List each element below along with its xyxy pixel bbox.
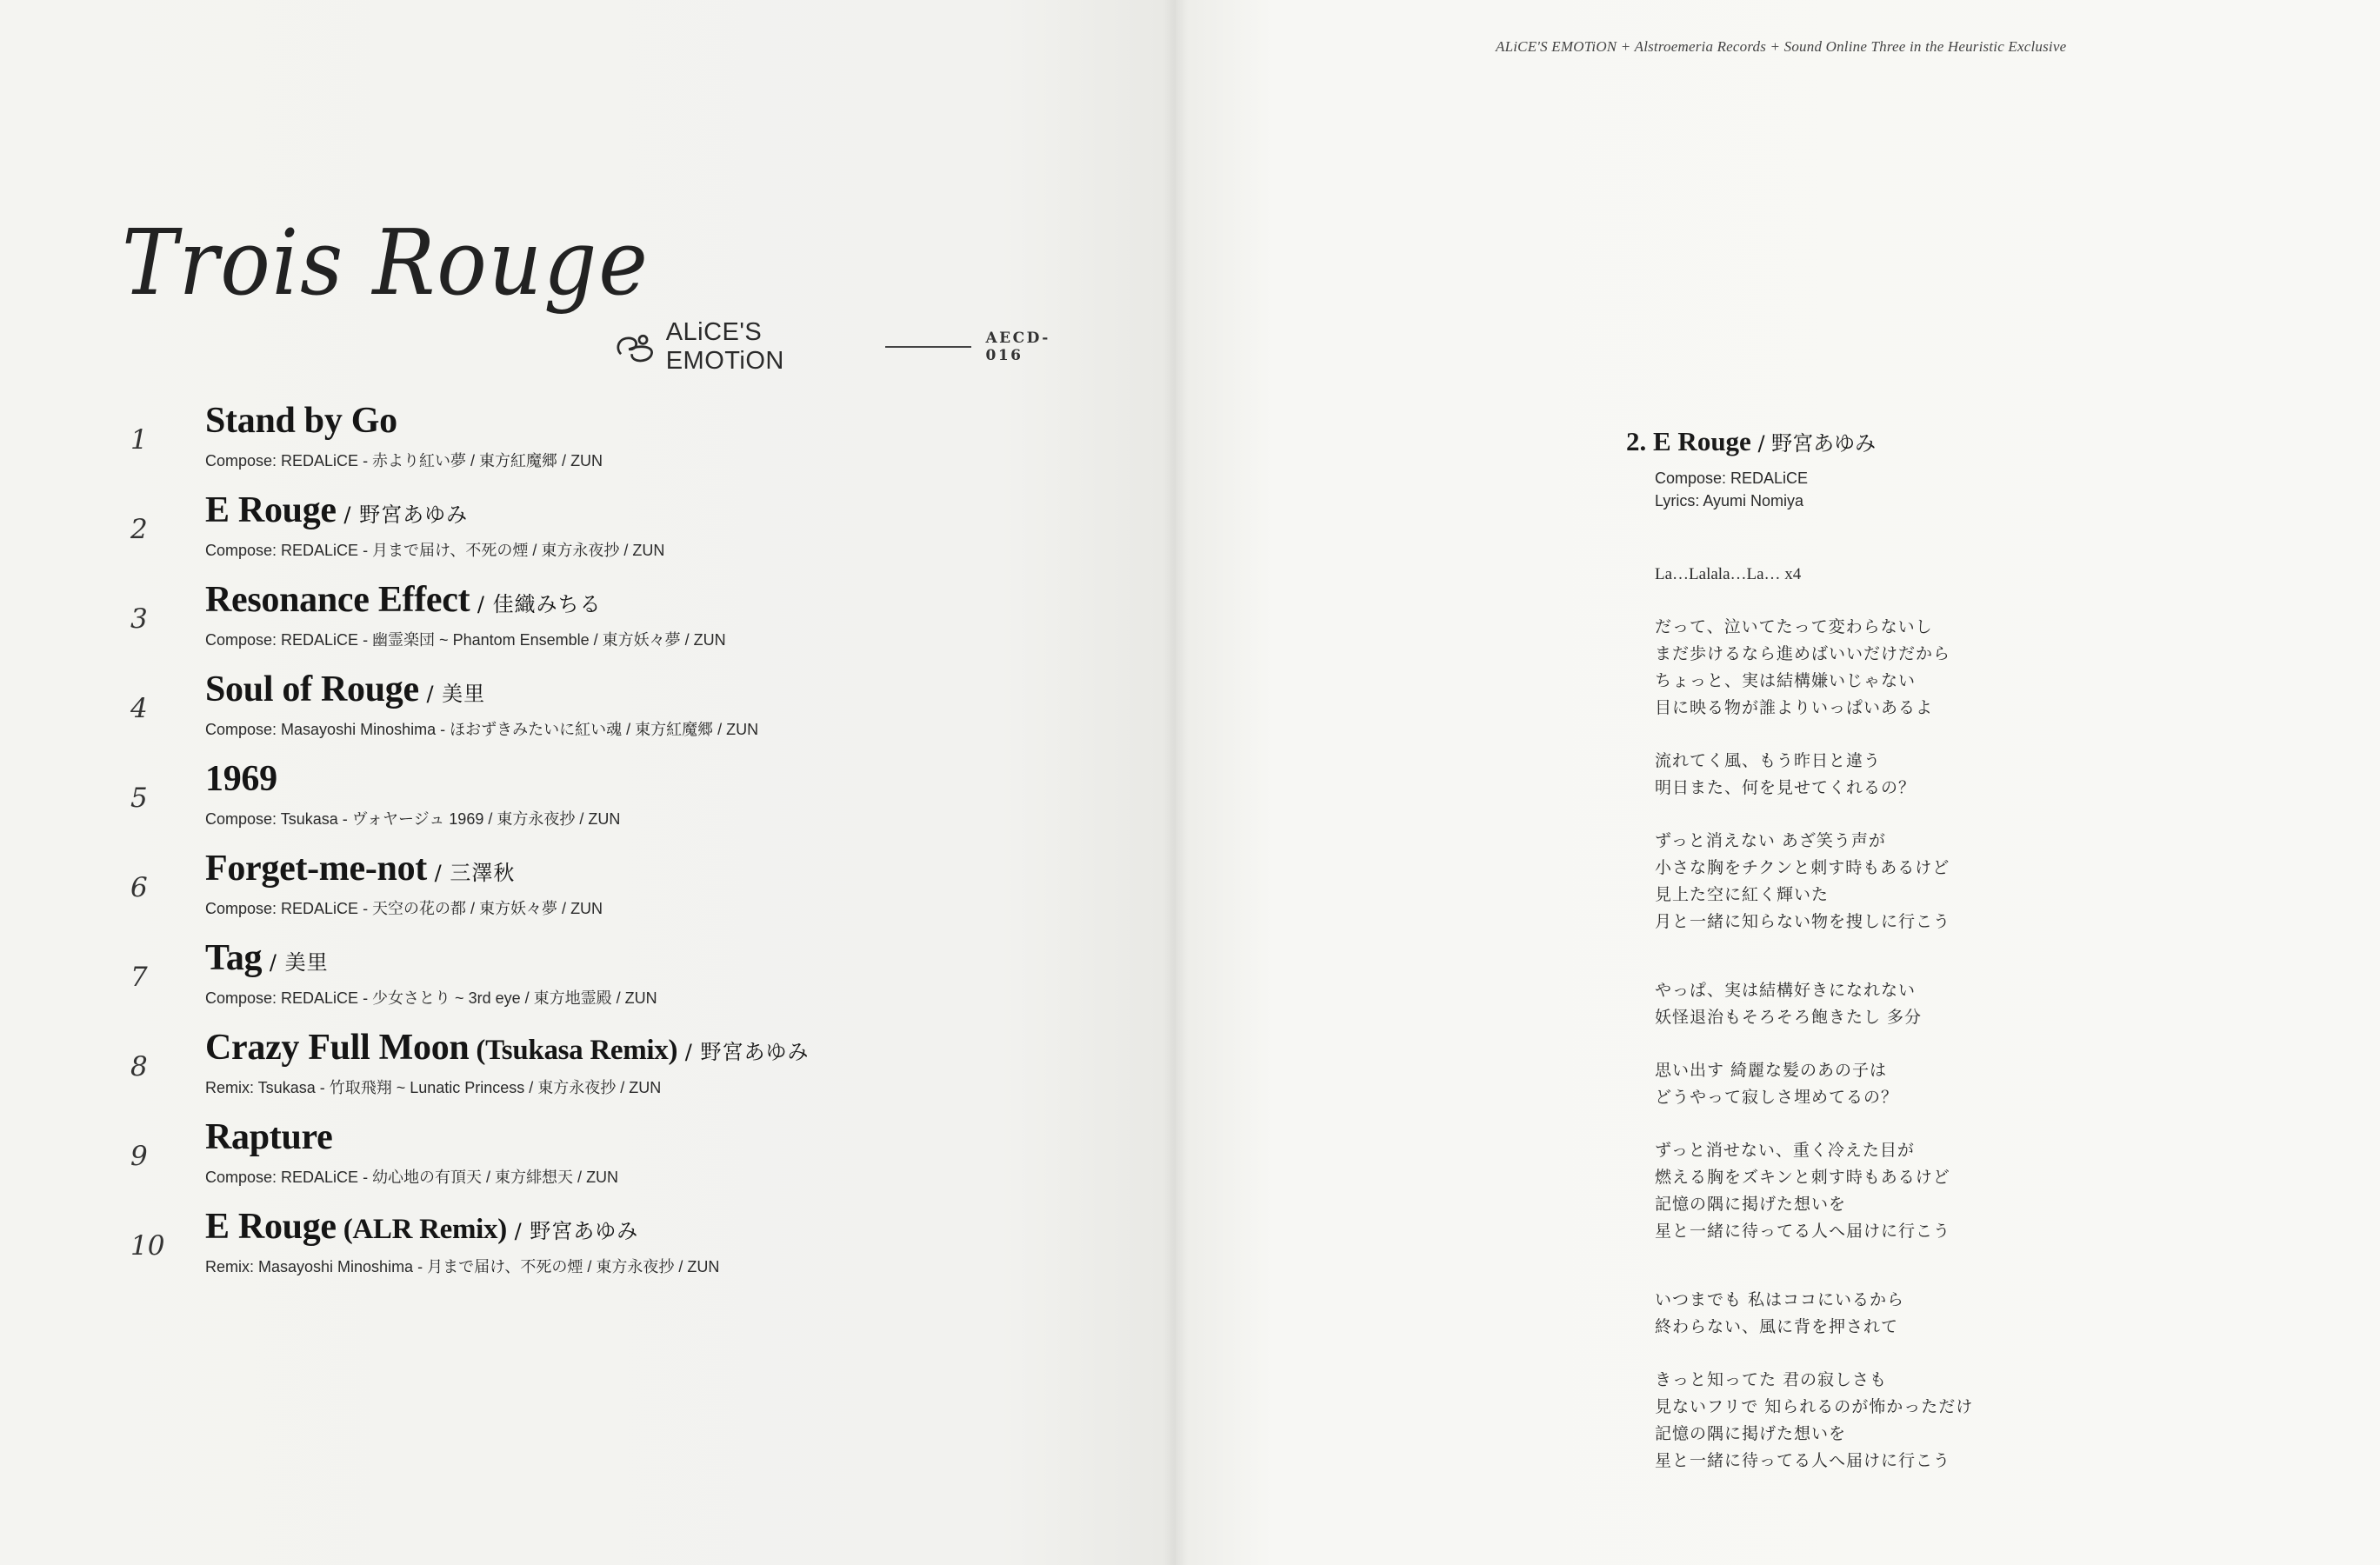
track-credit: Compose: REDALiCE - 月まで届け、不死の煙 / 東方永夜抄 / ZUN	[205, 542, 665, 559]
track-title: Soul of Rouge / 美里	[205, 669, 486, 709]
lyric-line: 見上た空に紅く輝いた	[1655, 885, 1830, 904]
lyric-stanza	[1655, 1367, 2263, 1475]
track-number: 7	[130, 962, 148, 993]
track-item	[130, 400, 1130, 487]
track-title: Resonance Effect / 佳織みちる	[205, 580, 602, 620]
lyric-stanza	[1655, 1057, 2263, 1111]
track-title: 1969	[205, 759, 277, 799]
track-number: 6	[130, 872, 148, 903]
lyric-line: 記憶の隅に掲げた想いを	[1655, 1195, 1847, 1214]
track-title: Crazy Full Moon (Tsukasa Remix) / 野宮あゆみ	[205, 1028, 810, 1068]
lyric-line: La…Lalala…La… x4	[1655, 565, 1802, 583]
track-number: 8	[130, 1051, 148, 1082]
lyric-line: 見ないフリで 知られるのが怖かっただけ	[1655, 1397, 1974, 1416]
track-number: 3	[130, 603, 148, 635]
lyric-line: ちょっと、実は結構嫌いじゃない	[1655, 671, 1917, 690]
track-title: Stand by Go	[205, 401, 397, 441]
left-page	[0, 0, 1176, 1565]
track-title: Forget-me-not / 三澤秋	[205, 849, 516, 889]
lyric-stanza	[1655, 748, 2263, 802]
brand-divider	[885, 346, 972, 348]
lyric-line: 月と一緒に知らない物を捜しに行こう	[1655, 912, 1951, 931]
page-gutter	[1163, 0, 1188, 1565]
track-number: 1	[130, 424, 148, 456]
track-item	[130, 937, 1130, 1024]
lyric-line: 流れてく風、もう昨日と違う	[1655, 751, 1882, 770]
track-title: E Rouge / 野宮あゆみ	[205, 490, 469, 530]
compose-credit: Compose: REDALiCE	[1655, 470, 1809, 487]
track-credit: Compose: REDALiCE - 幽霊楽団 ~ Phantom Ensemble / 東方妖々夢 / ZUN	[205, 631, 726, 649]
album-header	[122, 210, 1078, 375]
track-number: 2	[130, 514, 148, 545]
track-credit: Compose: REDALiCE - 少女さとり ~ 3rd eye / 東方地霊殿 / ZUN	[205, 989, 657, 1007]
catalog-number: AECD-016	[985, 330, 1050, 364]
lyric-line: どうやって寂しさ埋めてるの？	[1655, 1088, 1899, 1107]
track-credit: Compose: REDALiCE - 幼心地の有頂天 / 東方緋想天 / ZUN	[205, 1169, 619, 1186]
lyric-stanza	[1655, 828, 2263, 936]
lyric-line: 明日また、何を見せてくれるの？	[1655, 778, 1917, 797]
lyric-line: 小さな胸をチクンと刺す時もあるけど	[1655, 858, 1950, 877]
track-credit: Compose: REDALiCE - 赤より紅い夢 / 東方紅魔郷 / ZUN	[205, 452, 603, 470]
track-title: E Rouge (ALR Remix) / 野宮あゆみ	[205, 1207, 639, 1247]
album-title: Trois Rouge	[122, 210, 650, 316]
running-head: ALiCE'S EMOTiON + Alstroemeria Records + Sound Online Three in the Heuristic Exclusive	[1496, 38, 2067, 55]
track-item	[130, 1206, 1130, 1293]
track-item	[130, 1116, 1130, 1203]
track-item	[130, 1027, 1130, 1114]
lyrics-credit: Lyrics: Ayumi Nomiya	[1655, 492, 1804, 509]
track-title: Tag / 美里	[205, 938, 329, 978]
track-number: 9	[130, 1141, 148, 1172]
lyric-line: 星と一緒に待ってる人へ届けに行こう	[1655, 1222, 1951, 1241]
lyric-line: ずっと消えない あざ笑う声が	[1655, 831, 1886, 850]
track-number: 5	[130, 782, 148, 814]
lyric-line: 思い出す 綺麗な髪のあの子は	[1655, 1061, 1888, 1080]
lyric-stanza	[1655, 561, 2263, 588]
lyric-line: 妖怪退治もそろそろ飽きたし 多分	[1655, 1008, 1923, 1027]
song-header	[1626, 426, 1876, 457]
lyric-stanza	[1655, 1287, 2263, 1341]
track-credit: Compose: Tsukasa - ヴォヤージュ 1969 / 東方永夜抄 / ZUN	[205, 810, 621, 828]
lyric-line: いつまでも 私はココにいるから	[1655, 1290, 1905, 1309]
lyric-line: きっと知ってた 君の寂しさも	[1655, 1370, 1888, 1389]
track-credit: Compose: Masayoshi Minoshima - ほおずきみたいに紅い魂 / 東方紅魔郷 / ZUN	[205, 721, 759, 738]
lyric-line: 燃える胸をズキンと刺す時もあるけど	[1655, 1168, 1950, 1187]
song-title: 2. E Rouge / 野宮あゆみ	[1626, 426, 1877, 456]
brand-name: ALiCE'S EMOTiON	[665, 318, 784, 375]
lyric-line: 目に映る物が誰よりいっぱいあるよ	[1655, 698, 1934, 717]
track-credit: Remix: Tsukasa - 竹取飛翔 ~ Lunatic Princess / 東方永夜抄 / ZUN	[205, 1079, 662, 1096]
lyric-line: まだ歩けるなら進めばいいだけだから	[1655, 644, 1951, 663]
track-item	[130, 758, 1130, 845]
brand-logo-icon	[613, 329, 659, 365]
lyric-stanza	[1655, 977, 2263, 1031]
lyric-line: 終わらない、風に背を押されて	[1655, 1317, 1899, 1336]
lyric-line: 記憶の隅に掲げた想いを	[1655, 1424, 1847, 1443]
track-item	[130, 848, 1130, 935]
lyric-line: 星と一緒に待ってる人へ届けに行こう	[1655, 1451, 1951, 1470]
track-number: 4	[130, 693, 148, 724]
track-item	[130, 669, 1130, 756]
lyric-line: やっぱ、実は結構好きになれない	[1655, 981, 1917, 1000]
lyric-line: ずっと消せない、重く冷えた目が	[1655, 1141, 1915, 1160]
track-item	[130, 489, 1130, 576]
lyrics-body	[1655, 561, 2263, 1501]
track-title: Rapture	[205, 1117, 333, 1157]
song-credits	[1655, 467, 1808, 512]
brand-row	[613, 318, 1078, 376]
track-credit: Remix: Masayoshi Minoshima - 月まで届け、不死の煙 / 東方永夜抄 / ZUN	[205, 1258, 720, 1275]
lyric-line: だって、泣いてたって変わらないし	[1655, 617, 1933, 636]
lyric-stanza	[1655, 614, 2263, 722]
track-credit: Compose: REDALiCE - 天空の花の都 / 東方妖々夢 / ZUN	[205, 900, 603, 917]
track-item	[130, 579, 1130, 666]
track-number: 10	[130, 1230, 165, 1262]
lyric-stanza	[1655, 1137, 2263, 1245]
